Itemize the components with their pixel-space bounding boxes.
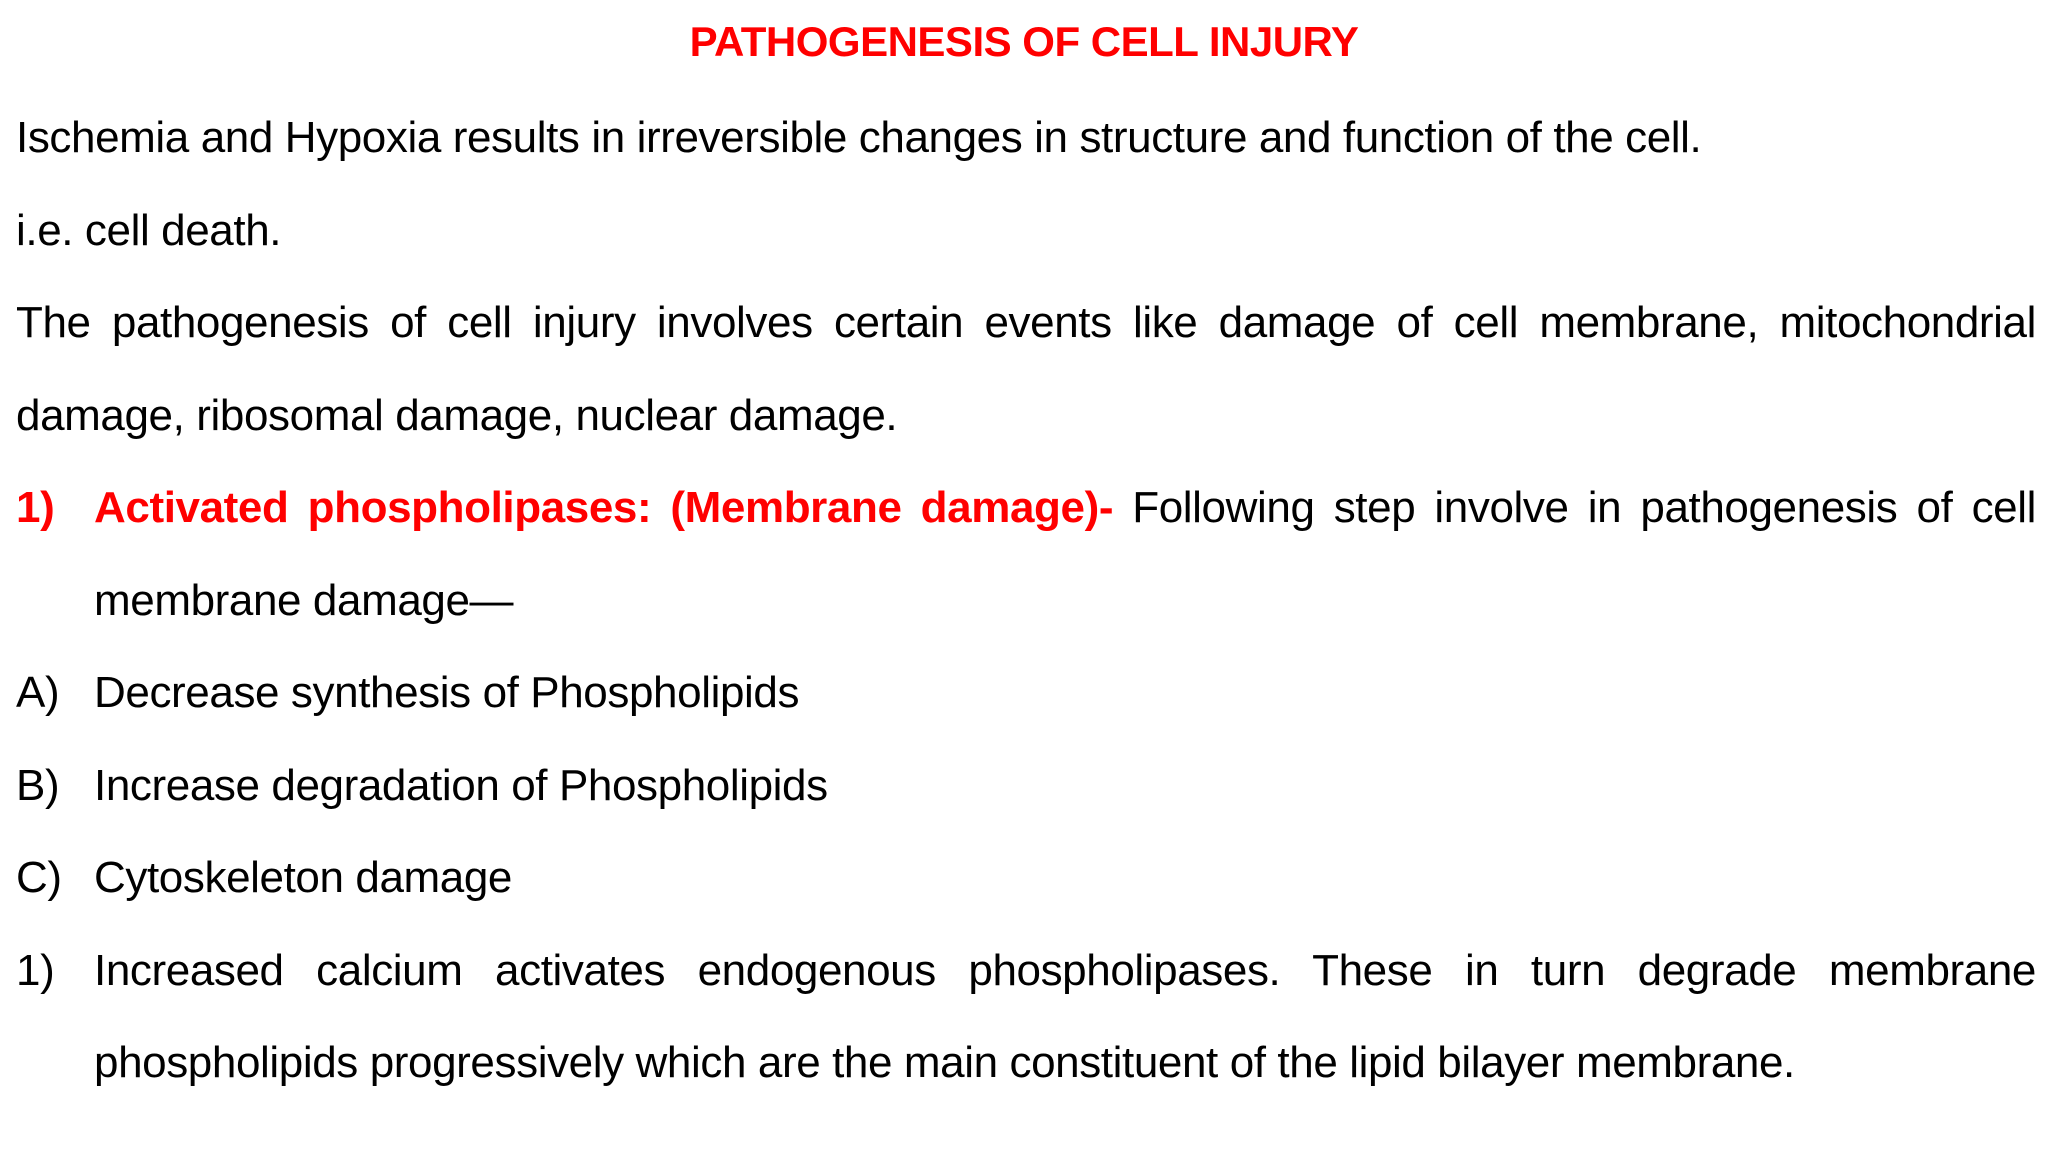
list-marker: B) (16, 760, 60, 810)
list-item-heading: Activated phospholipases: (Membrane damage)- (94, 483, 1114, 532)
list-marker: A) (16, 668, 60, 717)
paragraph-cell-death: i.e. cell death. (16, 205, 282, 255)
paragraph-pathogenesis: The pathogenesis of cell injury involves certain events like damage of cell membrane, mitochondrial damage, ribosomal damage, nuclear damage. (16, 298, 2036, 440)
list-item-body (94, 462, 2036, 647)
list-item-activated-phospholipases (16, 462, 2036, 647)
list-marker: 1) (16, 945, 55, 995)
slide-content (16, 92, 2036, 1110)
slide-title: PATHOGENESIS OF CELL INJURY (689, 18, 1359, 65)
list-item-b (16, 740, 2036, 833)
list-marker: C) (16, 853, 62, 902)
list-item-text: Cytoskeleton damage (94, 853, 512, 902)
list-marker: 1) (16, 483, 55, 532)
list-item-text: Decrease synthesis of Phospholipids (94, 668, 800, 717)
list-item-c (16, 832, 2036, 925)
paragraph-ischemia: Ischemia and Hypoxia results in irreversible changes in structure and function of the cell. (16, 113, 1702, 162)
list-item-increased-calcium (16, 925, 2036, 1110)
list-item-text: Increased calcium activates endogenous phospholipases. These in turn degrade membrane phospholipids progressively which are the main constituent of the lipid bilayer membrane. (94, 945, 2036, 1087)
list-item-text: Following step involve in pathogenesis of cell membrane damage— (94, 483, 2037, 625)
list-item-a (16, 647, 2036, 740)
list-item-text: Increase degradation of Phospholipids (94, 760, 828, 810)
